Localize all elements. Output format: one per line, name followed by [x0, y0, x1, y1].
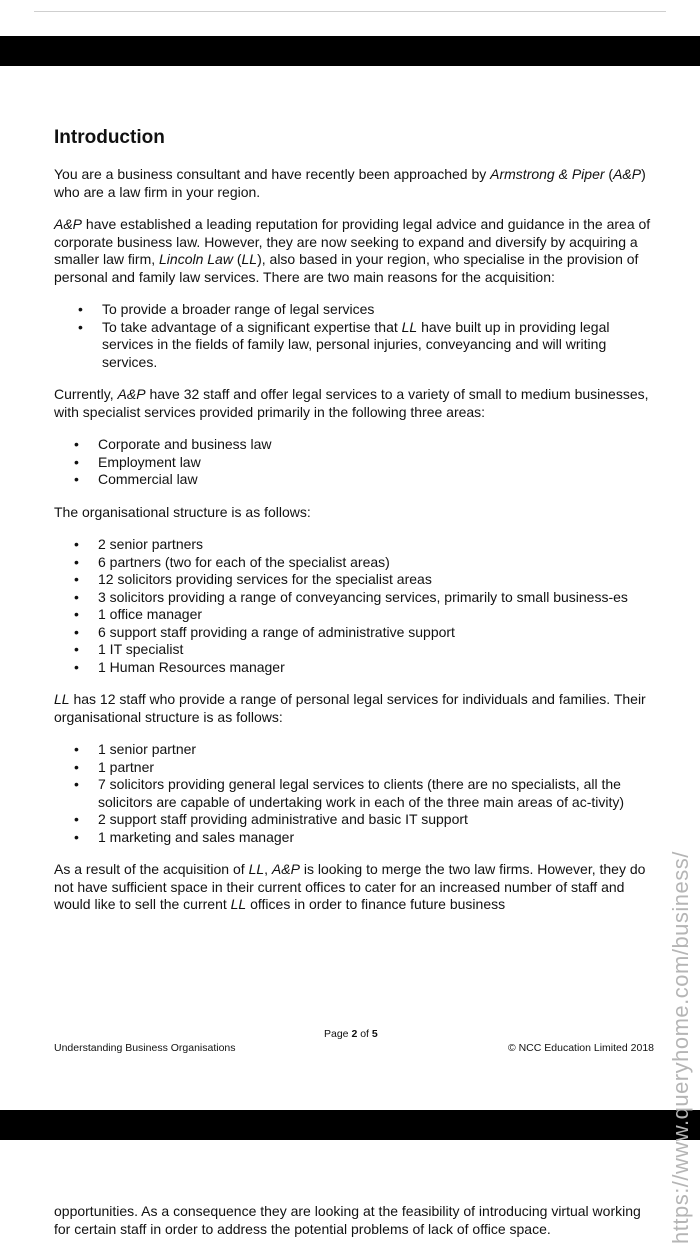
list-item: • To take advantage of a significant expertise that LL have built up in providing legal services in the fields of family law, personal injuries, conveyancing and will writing services.: [102, 319, 654, 372]
page-separator-top: [0, 36, 700, 66]
footer-copyright: © NCC Education Limited 2018: [507, 1042, 654, 1054]
watermark-url: https://www.queryhome.com/business/: [668, 851, 693, 1244]
ll-staff-paragraph: LL has 12 staff who provide a range of personal legal services for individuals and families. Their organisational structure is as follows:: [54, 691, 646, 725]
acquisition-paragraph: A&P have established a leading reputation for providing legal advice and guidance in the area of corporate business law. However, they are now seeking to expand and diversify by acquiring a smaller law firm, Lincoln Law (LL), also based in your region, who specialise in the provision of personal and family law services. There are two main reasons for the acquisition:: [54, 216, 651, 285]
list-item: • 2 senior partners: [98, 536, 654, 554]
list-item: • 6 partners (two for each of the specialist areas): [98, 554, 654, 572]
list-item: • 6 support staff providing a range of administrative support: [98, 624, 654, 642]
ll-structure-list: [54, 741, 654, 846]
structure-intro: The organisational structure is as follows:: [54, 503, 311, 520]
ap-structure-list: [54, 536, 654, 676]
next-page-text: [54, 1203, 654, 1238]
continuation-paragraph: opportunities. As a consequence they are looking at the feasibility of introducing virtual working for certain staff in order to address the potential problems of lack of office space.: [54, 1203, 641, 1237]
list-item: • 1 Human Resources manager: [98, 659, 654, 677]
page-number: Page 2 of 5: [324, 1028, 378, 1040]
list-item: • Commercial law: [98, 471, 654, 489]
previous-page-edge: [0, 0, 700, 12]
list-item: • Corporate and business law: [98, 436, 654, 454]
list-item: • 12 solicitors providing services for the specialist areas: [98, 571, 654, 589]
specialist-areas-list: [54, 436, 654, 489]
reasons-list: [54, 301, 654, 371]
list-item: • 1 senior partner: [98, 741, 654, 759]
list-item: • 1 office manager: [98, 606, 654, 624]
list-item: • 3 solicitors providing a range of conveyancing services, primarily to small business-es: [98, 589, 654, 607]
merge-paragraph: As a result of the acquisition of LL, A&P is looking to merge the two law firms. However, they do not have sufficient space in their current offices to cater for an increased number of staff and would like to sell the current LL offices in order to finance future business: [54, 861, 646, 912]
list-item: • 2 support staff providing administrative and basic IT support: [98, 811, 654, 829]
intro-paragraph: You are a business consultant and have recently been approached by Armstrong & Piper (A&P) who are a law firm in your region.: [54, 166, 646, 200]
footer-course-title: Understanding Business Organisations: [54, 1042, 236, 1054]
document-page: [54, 126, 654, 929]
current-staff-paragraph: Currently, A&P have 32 staff and offer legal services to a variety of small to medium businesses, with specialist services provided primarily in the following three areas:: [54, 386, 649, 420]
page-separator-bottom: [0, 1110, 700, 1140]
list-item: • 1 marketing and sales manager: [98, 829, 654, 847]
list-item: • 7 solicitors providing general legal services to clients (there are no specialists, all the solicitors are capable of undertaking work in each of the three main areas of ac-tivity): [98, 776, 654, 811]
list-item: • To provide a broader range of legal services: [102, 301, 654, 319]
list-item: • Employment law: [98, 454, 654, 472]
list-item: • 1 IT specialist: [98, 641, 654, 659]
list-item: • 1 partner: [98, 759, 654, 777]
section-heading: Introduction: [54, 127, 165, 148]
page-footer: [54, 1028, 654, 1058]
